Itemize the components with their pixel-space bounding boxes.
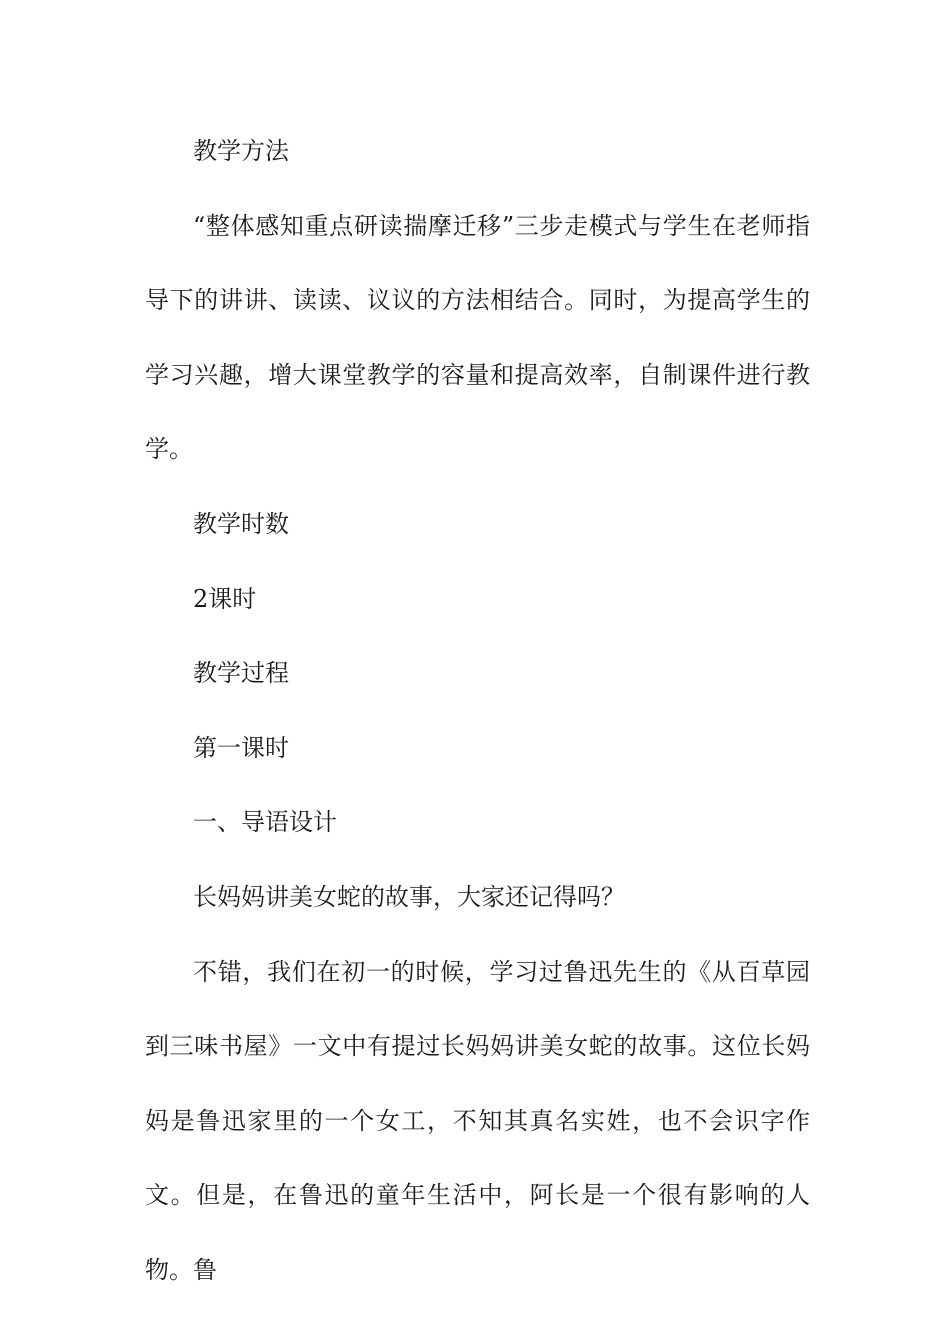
heading-teaching-method: 教学方法 (193, 137, 289, 165)
heading-introduction-design: 一、导语设计 (193, 808, 337, 837)
heading-first-lesson: 第一课时 (193, 733, 289, 762)
document-body (145, 114, 810, 1308)
paragraph-teaching-method: “整体感知重点研读揣摩迁移”三步走模式与学生在老师指导下的讲讲、读读、议议的方法相结合。同时，为提高学生的学习兴趣，增大课堂教学的容量和提高效率，自制课件进行教学。 (145, 211, 810, 464)
paragraph-question: 长妈妈讲美女蛇的故事，大家还记得吗？ (193, 882, 625, 911)
heading-teaching-process: 教学过程 (193, 659, 289, 688)
paragraph-body: 不错，我们在初一的时候，学习过鲁迅先生的《从百草园到三味书屋》一文中有提过长妈妈讲美女蛇的故事。这位长妈妈是鲁迅家里的一个女工，不知其真名实姓，也不会识字作文。但是，在鲁迅的童年生活中，阿长是一个很有影响的人物。鲁 (145, 957, 810, 1284)
paragraph-teaching-hours: 2课时 (193, 584, 257, 613)
heading-teaching-hours: 教学时数 (193, 509, 289, 538)
